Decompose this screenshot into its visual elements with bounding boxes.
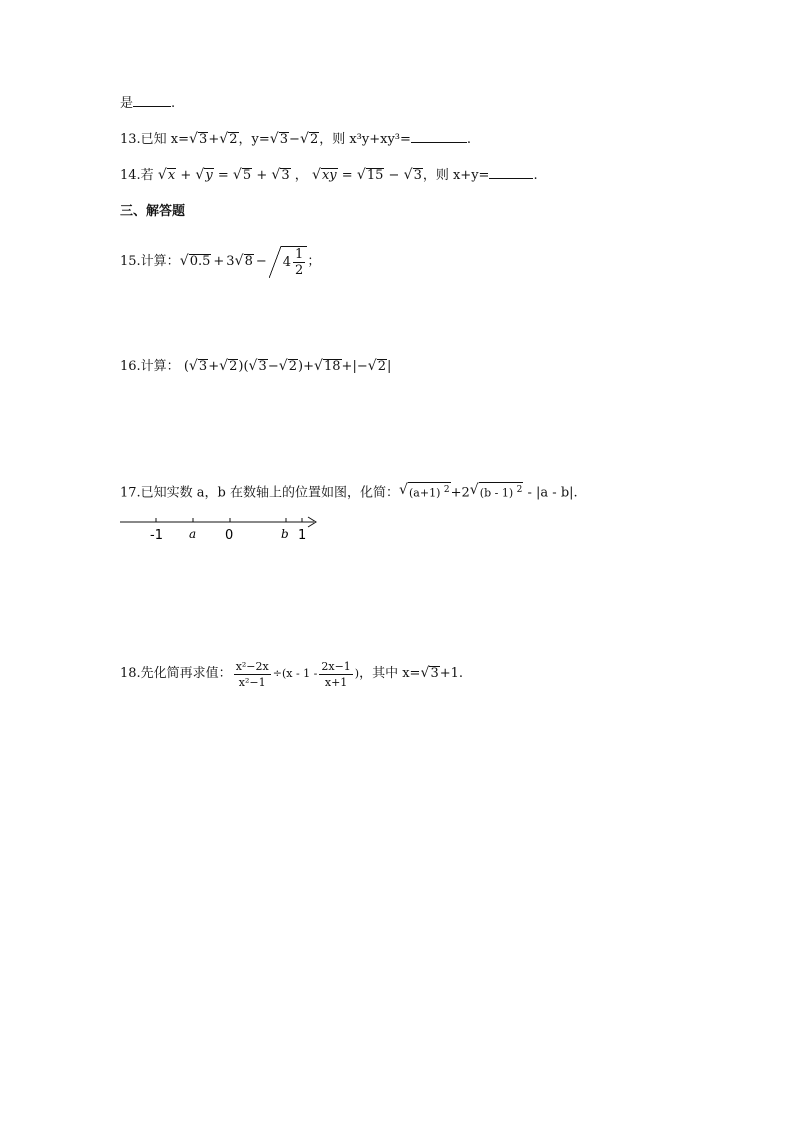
text: + (208, 132, 220, 147)
text: ) (354, 667, 360, 680)
denominator: x²−1 (238, 675, 266, 689)
text: ，则 x+y= (422, 168, 490, 183)
text: ÷(x - 1 - (272, 667, 318, 680)
text: 3 (226, 254, 235, 269)
label-neg1: -1 (150, 528, 163, 543)
fraction (293, 247, 305, 278)
numerator: x²−2x (235, 659, 269, 673)
sqrt (399, 482, 451, 503)
numerator: 1 (295, 247, 304, 262)
text: ； (307, 254, 321, 269)
radicand: 3 (413, 168, 422, 183)
question-15 (120, 244, 320, 280)
sqrt (271, 167, 290, 185)
label-1: 1 (298, 528, 307, 543)
numerator: 2x−1 (321, 659, 351, 673)
radicand: 0.5 (189, 254, 211, 269)
radicand: 3 (199, 132, 208, 147)
sqrt (357, 167, 385, 185)
radicand: 2 (309, 132, 319, 147)
sqrt (219, 358, 238, 376)
sqrt (470, 482, 524, 503)
radicand: 8 (244, 254, 253, 269)
radicand: 2 (229, 132, 238, 147)
text: = (217, 168, 229, 183)
sqrt (189, 358, 208, 376)
radicand (281, 246, 308, 278)
label-a: a (189, 527, 197, 541)
text: ， (294, 168, 308, 183)
sqrt (195, 167, 213, 185)
radicand: 2 (377, 359, 386, 374)
sqrt (312, 167, 338, 185)
radicand: 15 (366, 168, 384, 183)
text: + (256, 168, 268, 183)
sqrt (189, 131, 208, 149)
question-18 (120, 654, 463, 694)
text: − (289, 132, 300, 147)
text: (b - 1) (479, 486, 514, 500)
exponent: 2 (443, 485, 450, 495)
radicand: 3 (430, 666, 439, 681)
text: = (341, 168, 353, 183)
text: 14.若 (120, 168, 154, 183)
text: +2 (450, 485, 470, 501)
exponent: 2 (516, 485, 523, 495)
text: + (341, 359, 353, 374)
sqrt (158, 167, 176, 185)
answer-blank (133, 94, 171, 107)
sqrt (270, 131, 289, 149)
text: ，其中 x= (359, 666, 421, 681)
radicand: 2 (229, 359, 238, 374)
text: + (208, 359, 220, 374)
radicand: 3 (281, 168, 290, 183)
answer-blank (411, 130, 467, 143)
radicand: x (167, 168, 176, 183)
text: 17.已知实数 a，b 在数轴上的位置如图，化简： (120, 485, 400, 501)
sqrt (219, 131, 238, 149)
radicand: y (205, 168, 213, 183)
radicand: 3 (279, 132, 289, 147)
fraction (319, 659, 352, 690)
text: 13.已知 x= (120, 132, 190, 147)
sqrt (180, 253, 212, 271)
sqrt (249, 358, 268, 376)
text: + (303, 359, 314, 374)
text: - |a - b|. (527, 485, 578, 501)
text: ) (238, 359, 244, 374)
label-b: b (281, 527, 289, 541)
text: + (180, 168, 192, 183)
radicand: 18 (323, 359, 341, 374)
sqrt (300, 131, 319, 149)
number-line (118, 512, 328, 546)
text: ) (298, 359, 304, 374)
radicand: 5 (242, 168, 252, 183)
text: 15.计算： (120, 254, 180, 269)
radicand: 3 (198, 359, 208, 374)
question-13 (120, 130, 471, 149)
radicand: 2 (288, 359, 297, 374)
sqrt (279, 358, 298, 376)
text: (a+1) (409, 486, 441, 500)
question-16 (120, 358, 391, 376)
sqrt (314, 358, 342, 376)
text: . (466, 132, 472, 147)
text: . (533, 168, 538, 183)
text: +1. (439, 666, 464, 681)
fraction (234, 659, 271, 690)
sqrt (235, 253, 254, 271)
continuation-line (120, 94, 175, 113)
section-heading: 三、解答题 (120, 204, 186, 219)
text: ，y= (238, 132, 270, 147)
text: − (388, 168, 400, 183)
text: | (387, 359, 392, 374)
radicand: xy (321, 168, 337, 183)
text: 18.先化简再求值： (120, 666, 232, 681)
text: ( (183, 359, 189, 374)
sqrt (368, 358, 387, 376)
denominator: 2 (295, 263, 304, 278)
question-14 (120, 166, 538, 185)
text: ，则 x³y+xy³= (319, 132, 411, 147)
text: 是 (120, 96, 134, 111)
text: 4 (282, 254, 292, 270)
radicand: 3 (258, 359, 267, 374)
text: . (171, 96, 176, 111)
text: + (213, 254, 225, 269)
sqrt (269, 246, 308, 278)
text: − (255, 254, 267, 269)
radicand (408, 482, 451, 501)
denominator: x+1 (324, 675, 348, 689)
sqrt (233, 167, 252, 185)
sqrt (420, 665, 439, 683)
text: |− (352, 359, 368, 374)
text: ( (243, 359, 249, 374)
radicand (479, 482, 524, 501)
text: 16.计算： (120, 359, 180, 374)
label-0: 0 (225, 528, 234, 543)
sqrt (404, 167, 423, 185)
text: − (267, 359, 279, 374)
question-17 (120, 482, 578, 503)
answer-blank (489, 166, 533, 179)
